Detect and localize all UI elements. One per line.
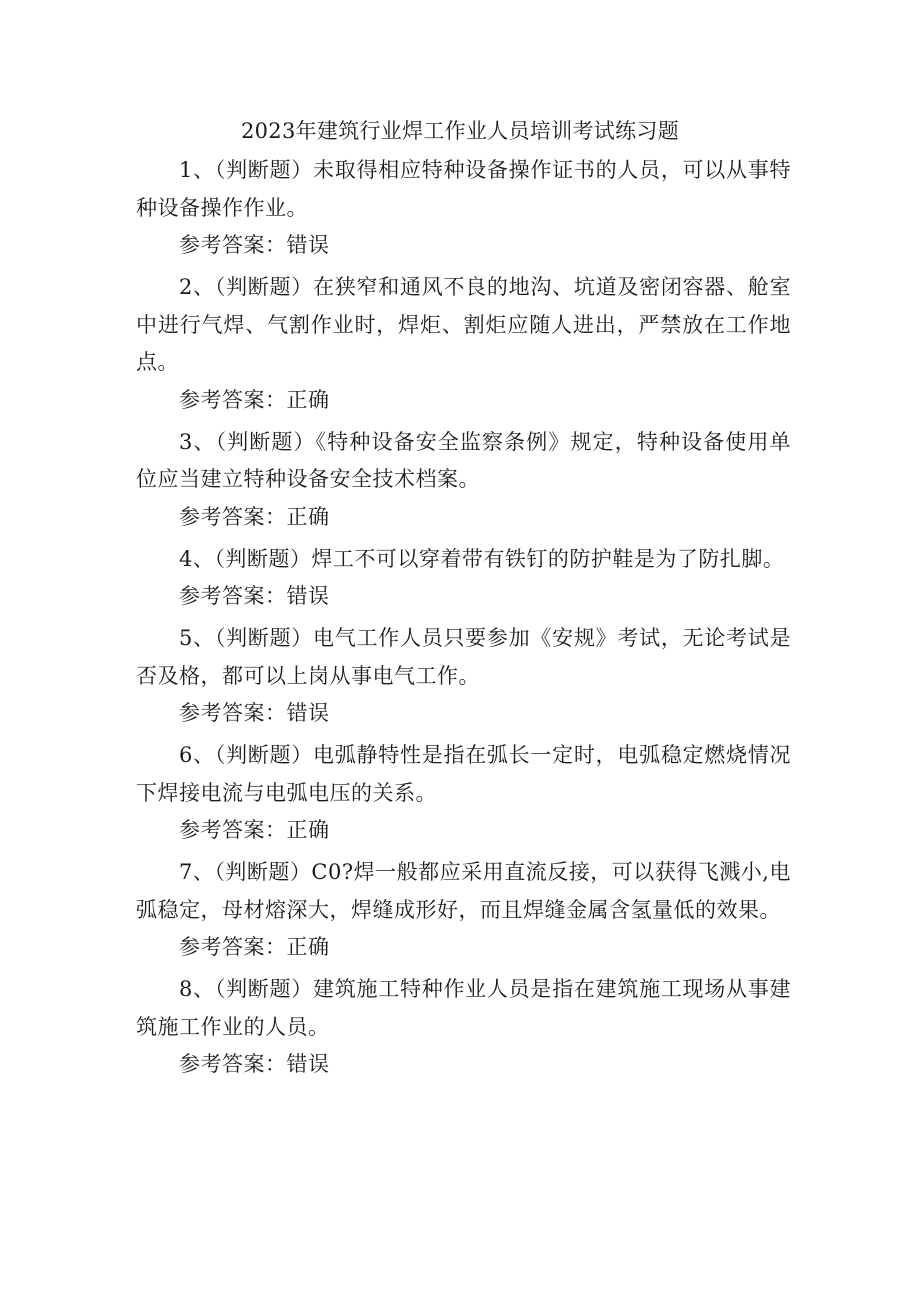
answer-2: 参考答案：正确 [179,387,330,412]
question-5: 5、（判断题）电气工作人员只要参加《安规》考试，无论考试是否及格，都可以上岗从事电气工作。 [136,626,791,688]
answer-7: 参考答案：正确 [179,935,330,959]
question-7: 7、（判断题）C0?焊一般都应采用直流反接，可以获得飞溅小,电弧稳定，母材熔深大，焊缝成形好，而且焊缝金属含氢量低的效果。 [136,860,791,922]
answer-8: 参考答案：错误 [179,1052,330,1076]
question-1: 1、（判断题）未取得相应特种设备操作证书的人员，可以从事特种设备操作作业。 [136,158,791,220]
question-6: 6、（判断题）电弧静特性是指在弧长一定时，电弧稳定燃烧情况下焊接电流与电弧电压的关系。 [136,743,791,805]
answer-4: 参考答案：错误 [179,584,330,608]
question-list [136,152,791,1088]
question-2: 2、（判断题）在狭窄和通风不良的地沟、坑道及密闭容器、舱室中进行气焊、气割作业时，焊炬、割炬应随人进出，严禁放在工作地点。 [136,275,791,374]
answer-5: 参考答案：错误 [179,701,330,725]
question-8: 8、（判断题）建筑施工特种作业人员是指在建筑施工现场从事建筑施工作业的人员。 [136,977,791,1039]
answer-1: 参考答案：错误 [179,233,330,257]
answer-6: 参考答案：正确 [179,818,330,842]
document-title: 2023年建筑行业焊工作业人员培训考试练习题 [240,119,680,143]
question-4: 4、（判断题）焊工不可以穿着带有铁钉的防护鞋是为了防扎脚。 [179,546,785,571]
question-3: 3、（判断题）《特种设备安全监察条例》规定，特种设备使用单位应当建立特种设备安全技术档案。 [136,429,791,491]
answer-3: 参考答案：正确 [179,504,330,529]
